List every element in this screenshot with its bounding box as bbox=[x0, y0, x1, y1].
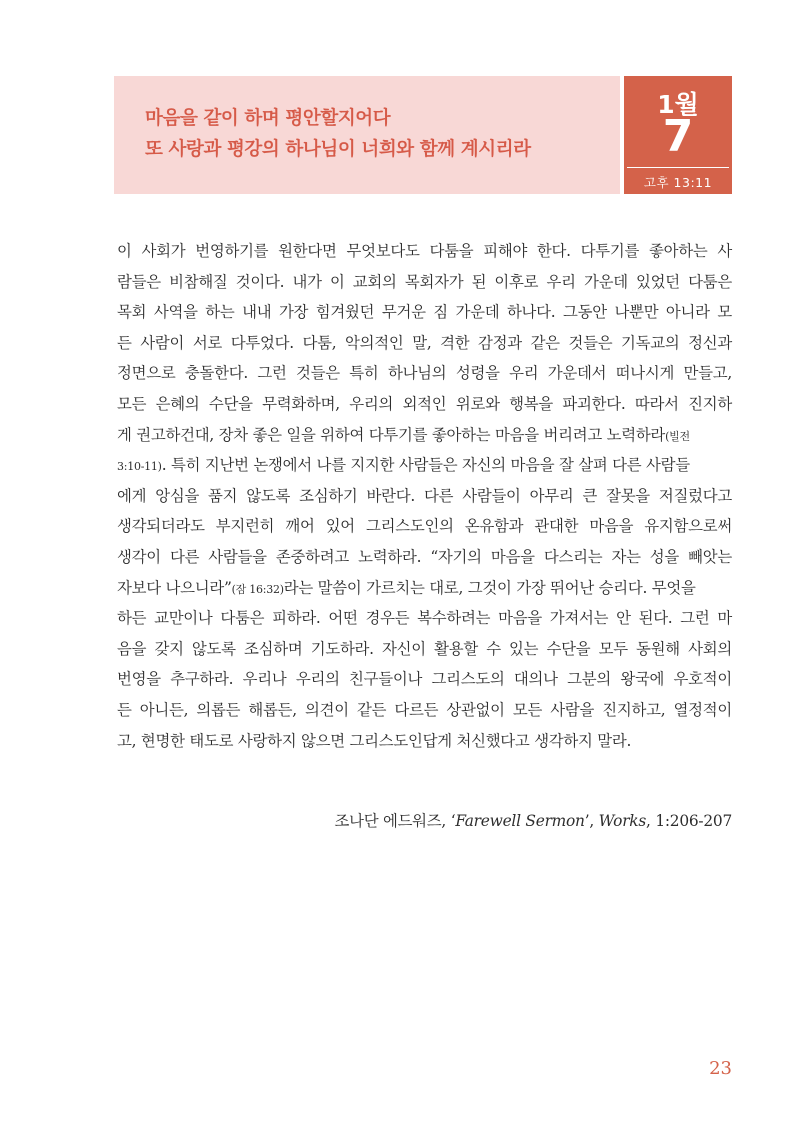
date-box bbox=[624, 76, 732, 194]
date-divider bbox=[627, 167, 729, 168]
body-line bbox=[117, 450, 732, 481]
body-line: 번영을 추구하라. 우리나 우리의 친구들이나 그리스도의 대의나 그분의 왕국에 우호적이 bbox=[117, 670, 732, 689]
attribution-sermon-title: Farewell Sermon bbox=[455, 812, 585, 830]
body-line-text: 라는 말씀이 가르치는 대로, 그것이 가장 뛰어난 승리다. 무엇을 bbox=[283, 578, 696, 597]
body-line: 이 사회가 번영하기를 원한다면 무엇보다도 다툼을 피해야 한다. 다투기를 좋아하는 사 bbox=[117, 242, 732, 260]
body-line: 든 사람이 서로 다투었다. 다툼, 악의적인 말, 격한 감정과 같은 것들은 기독교의 정신과 bbox=[117, 333, 732, 352]
body-line: 고, 현명한 태도로 사랑하지 않으면 그리스도인답게 처신했다고 생각하지 말라. bbox=[117, 731, 632, 750]
month-label: 1월 bbox=[657, 90, 699, 119]
inline-reference: 3:10-11) bbox=[117, 460, 162, 474]
body-line-text: 자보다 나으니라” bbox=[117, 578, 232, 597]
body-line: 정면으로 충돌한다. 그런 것들은 특히 하나님의 성령을 우리 가운데서 떠나시게 만들고, bbox=[117, 364, 732, 383]
attribution-pages: , 1:206-207 bbox=[646, 812, 732, 830]
body-line bbox=[117, 420, 732, 451]
body-line bbox=[117, 573, 732, 604]
day-number: 7 bbox=[662, 111, 694, 162]
verse-line-2: 또 사랑과 평강의 하나님이 너희와 함께 계시리라 bbox=[145, 139, 531, 160]
body-line: 에게 앙심을 품지 않도록 조심하기 바란다. 다른 사람들이 아무리 큰 잘못을 저질렀다고 bbox=[117, 486, 732, 505]
verse-line-1: 마음을 같이 하며 평안할지어다 bbox=[145, 108, 391, 129]
body-line: 든 아니든, 의롭든 해롭든, 의견이 같든 다르든 상관없이 모든 사람을 진지하고, 열정적이 bbox=[117, 700, 732, 719]
body-line: 람들은 비참해질 것이다. 내가 이 교회의 목회자가 된 이후로 우리 가운데 있었던 다툼은 bbox=[117, 272, 732, 291]
body-line: 생각되더라도 부지런히 깨어 있어 그리스도인의 온유함과 관대한 마음을 유지함으로써 bbox=[117, 517, 732, 536]
attribution bbox=[334, 809, 732, 831]
attribution-author: 조나단 에드워즈, bbox=[334, 812, 447, 830]
scripture-reference: 고후 13:11 bbox=[643, 175, 713, 190]
devotional-body bbox=[117, 236, 732, 756]
body-line: 모든 은혜의 수단을 무력화하며, 우리의 외적인 위로와 행복을 파괴한다. 따라서 진지하 bbox=[117, 394, 732, 413]
body-line: 생각이 다른 사람들을 존중하려고 노력하라. “자기의 마음을 다스리는 자는 성을 빼앗는 bbox=[117, 547, 732, 566]
body-line-text: . 특히 지난번 논쟁에서 나를 지지한 사람들은 자신의 마음을 잘 살펴 다른 사람들 bbox=[161, 456, 690, 475]
inline-reference: (잠 16:32) bbox=[231, 582, 284, 596]
inline-reference: (빌전 bbox=[665, 429, 690, 443]
attribution-works-title: Works bbox=[598, 812, 647, 830]
body-line-text: 게 권고하건대, 장차 좋은 일을 위하여 다투기를 좋아하는 마음을 버리려고 노력하라 bbox=[117, 425, 666, 444]
attribution-quote-close: ’, bbox=[584, 812, 594, 830]
body-line: 하든 교만이나 다툼은 피하라. 어떤 경우든 복수하려는 마음을 가져서는 안 된다. 그런 마 bbox=[117, 609, 732, 628]
attribution-quote-open: ‘ bbox=[450, 812, 456, 830]
body-line: 목회 사역을 하는 내내 가장 힘겨웠던 무거운 짐 가운데 하나다. 그동안 나뿐만 아니라 모 bbox=[117, 303, 732, 322]
key-verse bbox=[145, 103, 615, 165]
body-line: 음을 갖지 않도록 조심하며 기도하라. 자신이 활용할 수 있는 수단을 모두 동원해 사회의 bbox=[117, 639, 732, 658]
page-number: 23 bbox=[709, 1058, 732, 1079]
